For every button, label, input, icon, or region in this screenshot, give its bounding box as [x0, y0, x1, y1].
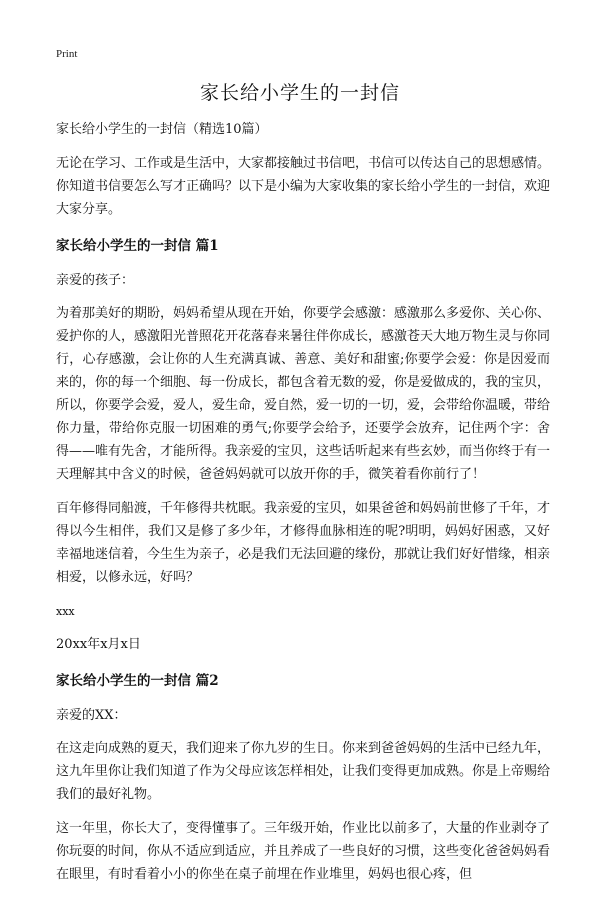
- letter1-date: 20xx年x月x日: [56, 637, 141, 652]
- letter1-paragraph-1: 为着那美好的期盼，妈妈希望从现在开始，你要学会感激：感激那么多爱你、关心你、爱护你的人，感激阳光普照花开花落春来暑往伴你成长，感激苍天大地万物生灵与你同行，心存感激，会让你的人生充满真诚、善意、美好和甜蜜;你要学会爱：你是因爱而来的，你的每一个细胞、每一份成长，都包含着无数的爱，你是爱做成的，我的宝贝，所以，你要学会爱，爱人，爱生命，爱自然，爱一切的一切，爱，会带给你温暖，带给你力量，带给你克服一切困难的勇气;你要学会给予，还要学会放弃，记住两个字：舍得——唯有先舍，才能所得。我亲爱的宝贝，这些话听起来有些玄妙，而当你终于有一天理解其中含义的时候，爸爸妈妈就可以放开你的手，微笑着看你前行了！: [56, 306, 551, 482]
- letter2-paragraph-2: 这一年里，你长大了，变得懂事了。三年级开始，作业比以前多了，大量的作业剥夺了你玩耍的时间，你从不适应到适应，并且养成了一些良好的习惯，这些变化爸爸妈妈看在眼里，有时看着小小的你坐在桌子前埋在作业堆里，妈妈也很心疼，但: [56, 821, 551, 882]
- letter1-heading: 家长给小学生的一封信 篇1: [56, 238, 219, 254]
- letter1-signature: xxx: [56, 605, 75, 618]
- letter1-salutation: 亲爱的孩子：: [56, 273, 135, 288]
- letter1-paragraph-2: 百年修得同船渡，千年修得共枕眠。我亲爱的宝贝，如果爸爸和妈妈前世修了千年，才得以今生相伴，我们又是修了多少年，才修得血脉相连的呢?明明，妈妈好困惑，又好幸福地迷信着，今生生为亲子，必是我们无法回避的缘份，那就让我们好好惜缘，相亲相爱，以修永远，好吗？: [56, 501, 551, 585]
- print-link[interactable]: Print: [56, 48, 78, 60]
- article-subtitle: 家长给小学生的一封信（精选10篇）: [56, 122, 268, 137]
- letter2-paragraph-1: 在这走向成熟的夏天，我们迎来了你九岁的生日。你来到爸爸妈妈的生活中已经九年，这九年里你让我们知道了作为父母应该怎样相处，让我们变得更加成熟。你是上帝赐给我们的最好礼物。: [56, 741, 551, 802]
- article-body: [56, 118, 550, 897]
- page-title: 家长给小学生的一封信: [199, 82, 400, 104]
- letter2-heading: 家长给小学生的一封信 篇2: [56, 673, 219, 689]
- letter2-salutation: 亲爱的XX：: [56, 708, 127, 723]
- intro-paragraph: 无论在学习、工作或是生活中，大家都接触过书信吧，书信可以传达自己的思想感情。你知道书信要怎么写才正确吗？以下是小编为大家收集的家长给小学生的一封信，欢迎大家分享。: [56, 156, 551, 217]
